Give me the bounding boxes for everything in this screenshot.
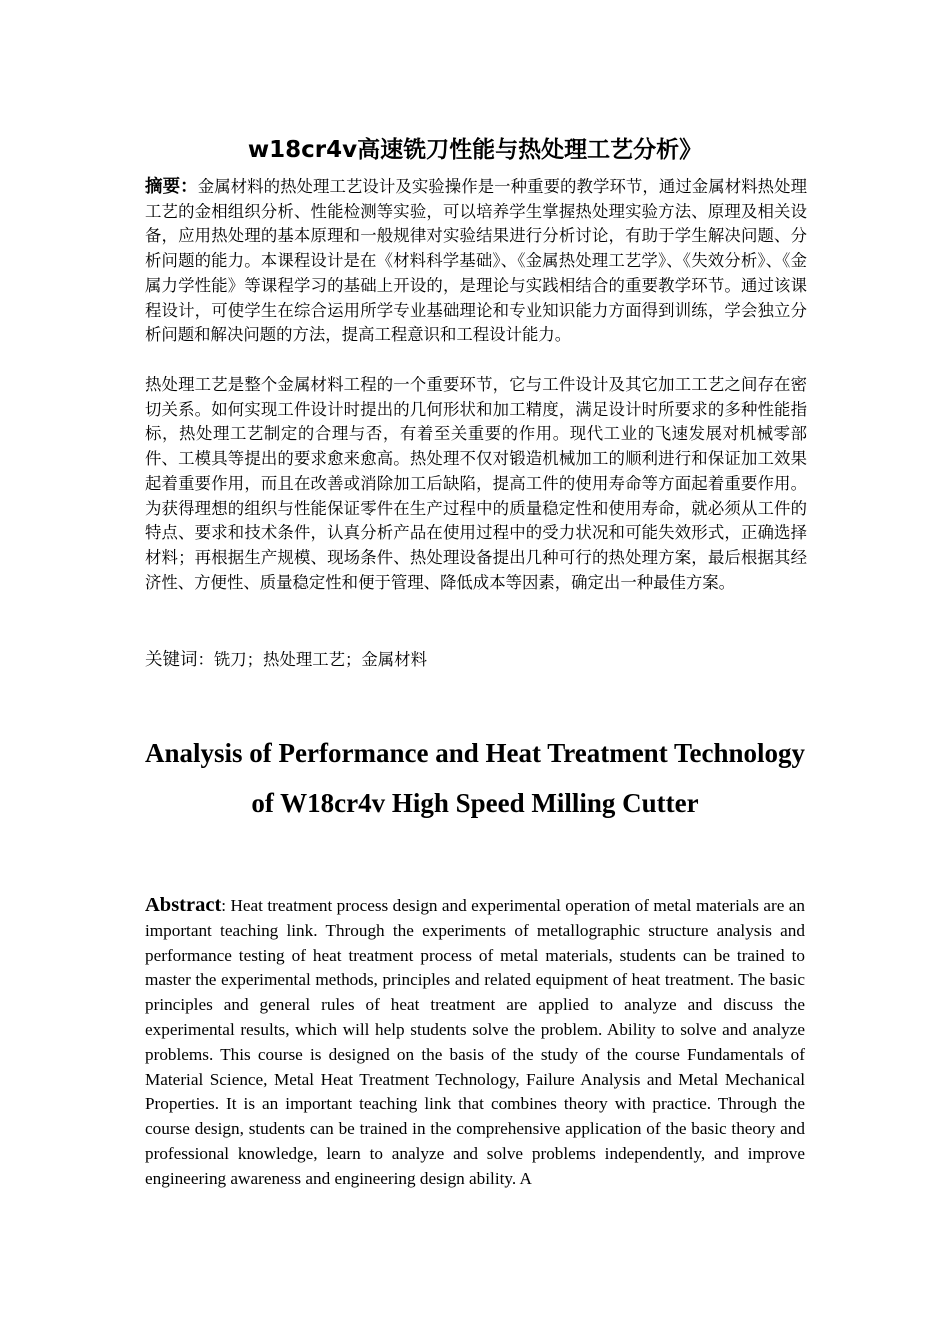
chinese-paragraph: 热处理工艺是整个金属材料工程的一个重要环节，它与工件设计及其它加工工艺之间存在密切关系。如何实现工件设计时提出的几何形状和加工精度，满足设计时所要求的多种性能指标，热处理工艺制定的合理与否，有着至关重要的作用。现代工业的飞速发展对机械零部件、工模具等提出的要求愈来愈高。热处理不仅对锻造机械加工的顺利进行和保证加工效果起着重要作用，而且在改善或消除加工后缺陷，提高工件的使用寿命等方面起着重要作用。为获得理想的组织与性能保证零件在生产过程中的质量稳定性和使用寿命，就必须从工件的特点、要求和技术条件，认真分析产品在使用过程中的受力状况和可能失效形式，正确选择材料；再根据生产规模、现场条件、热处理设备提出几种可行的热处理方案，最后根据其经济性、方便性、质量稳定性和便于管理、降低成本等因素，确定出一种最佳方案。 [145, 375, 807, 592]
english-abstract-text: : Heat treatment process design and experimental operation of metal materials are an important teaching link. Through the experiments of metallographic structure analysis and performance testing of heat treatment process of metal materials, students can be trained to master the experimental methods, principles and related equipment of heat treatment. The basic principles and general rules of heat treatment are applied to analyze and discuss the experimental results, which will help students solve the problem. Ability to solve and analyze problems. This course is designed on the basis of the study of the course Fundamentals of Material Science, Metal Heat Treatment Technology, Failure Analysis and Metal Mechanical Properties. It is an important teaching link that combines theory with practice. Through the course design, students can be trained in the comprehensive application of the basic theory and professional knowledge, learn to analyze and solve problems independently, and improve engineering awareness and engineering design ability. A [145, 896, 805, 1188]
chinese-title: w18cr4v高速铣刀性能与热处理工艺分析》 [247, 137, 703, 163]
chinese-abstract-label: 摘要： [145, 177, 198, 197]
english-title [120, 728, 830, 828]
english-title-line-1: Analysis of Performance and Heat Treatment Technology [145, 738, 805, 768]
chinese-keywords-text: ：铣刀；热处理工艺；金属材料 [197, 650, 427, 669]
chinese-abstract-text: 金属材料的热处理工艺设计及实验操作是一种重要的教学环节，通过金属材料热处理工艺的金相组织分析、性能检测等实验，可以培养学生掌握热处理实验方法、原理及相关设备，应用热处理的基本原理和一般规律对实验结果进行分析讨论，有助于学生解决问题、分析问题的能力。本课程设计是在《材料科学基础》、《金属热处理工艺学》、《失效分析》、《金属力学性能》等课程学习的基础上开设的，是理论与实践相结合的重要教学环节。通过该课程设计，可使学生在综合运用所学专业基础理论和专业知识能力方面得到训练，学会独立分析问题和解决问题的方法，提高工程意识和工程设计能力。 [145, 177, 807, 345]
chinese-keywords [145, 648, 807, 673]
chinese-abstract [145, 175, 807, 348]
english-abstract-label: Abstract [145, 894, 222, 916]
chinese-keywords-label: 关键词 [145, 650, 198, 670]
english-abstract [145, 893, 805, 1192]
english-title-line-2: of W18cr4v High Speed Milling Cutter [251, 788, 699, 818]
